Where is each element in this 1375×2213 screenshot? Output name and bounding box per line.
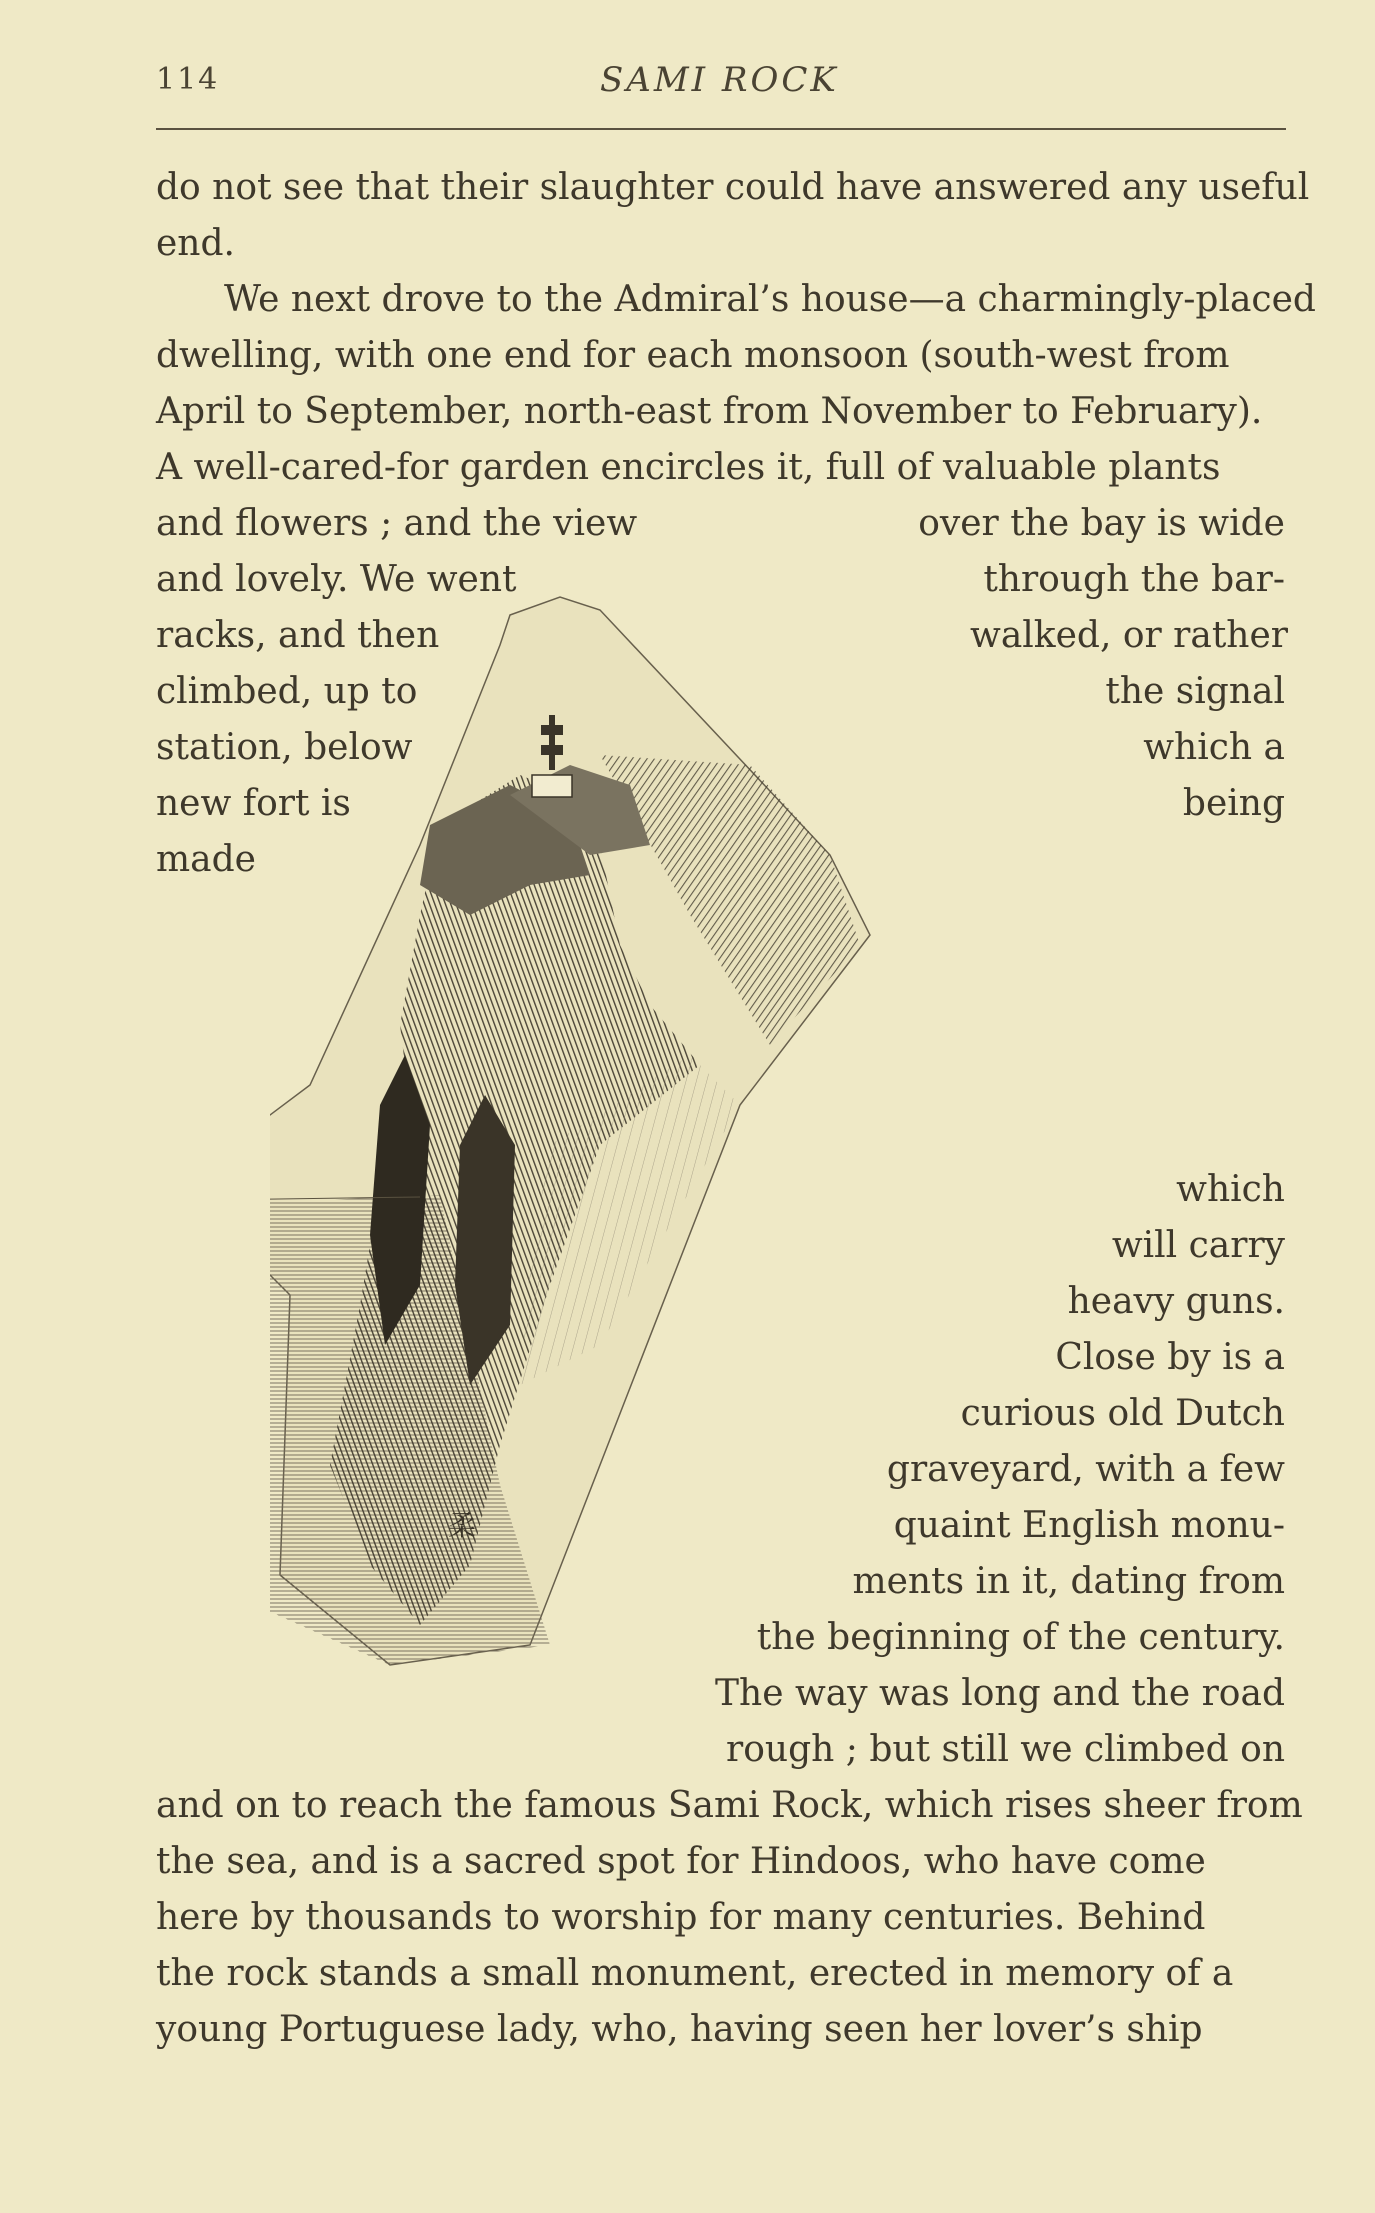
text-line-right: ments in it, dating from xyxy=(852,1561,1285,1602)
text-line: A well-cared-for garden encircles it, full of valuable plants xyxy=(156,447,1221,488)
text-line-right: The way was long and the road xyxy=(715,1673,1285,1714)
text-line-right: being xyxy=(1182,783,1285,824)
text-line-left: made xyxy=(156,839,256,880)
text-line-left: station, below xyxy=(156,727,413,768)
text-line-left: and flowers ; and the view xyxy=(156,503,638,544)
text-line: the sea, and is a sacred spot for Hindoos, who have come xyxy=(156,1841,1206,1882)
header-rule xyxy=(156,128,1286,130)
text-line: April to September, north-east from November to February). xyxy=(156,391,1263,432)
text-line: We next drove to the Admiral’s house—a charmingly-placed xyxy=(224,279,1316,320)
text-line-right: heavy guns. xyxy=(1067,1281,1285,1322)
text-line-right: walked, or rather xyxy=(970,615,1289,656)
text-line-right: through the bar- xyxy=(983,559,1285,600)
text-line-right: curious old Dutch xyxy=(960,1393,1285,1434)
text-line-left: and lovely. We went xyxy=(156,559,517,600)
text-line: end. xyxy=(156,223,235,264)
text-line-right: Close by is a xyxy=(1055,1337,1285,1378)
text-line-right: graveyard, with a few xyxy=(886,1449,1285,1490)
text-line-right: rough ; but still we climbed on xyxy=(726,1729,1285,1770)
running-head: SAMI ROCK xyxy=(600,60,839,100)
artist-signature: 柔 xyxy=(448,1509,477,1542)
text-line: the rock stands a small monument, erected in memory of a xyxy=(156,1953,1234,1994)
page-number: 114 xyxy=(156,62,220,97)
text-line-left: racks, and then xyxy=(156,615,440,656)
text-line: do not see that their slaughter could have answered any useful xyxy=(156,167,1310,208)
text-line: young Portuguese lady, who, having seen her lover’s ship xyxy=(156,2009,1203,2050)
text-line-left: climbed, up to xyxy=(156,671,418,712)
text-line-right: the beginning of the century. xyxy=(756,1617,1285,1658)
text-line-right: which xyxy=(1176,1169,1285,1210)
text-line: here by thousands to worship for many centuries. Behind xyxy=(156,1897,1206,1938)
text-line: and on to reach the famous Sami Rock, which rises sheer from xyxy=(156,1785,1303,1826)
text-line-right: quaint English monu- xyxy=(893,1505,1285,1546)
text-line-right: the signal xyxy=(1105,671,1285,712)
text-line-right: will carry xyxy=(1111,1225,1285,1266)
text-line: dwelling, with one end for each monsoon (south-west from xyxy=(156,335,1230,376)
text-line-right: which a xyxy=(1143,727,1285,768)
text-line-right: over the bay is wide xyxy=(918,503,1285,544)
text-line-left: new fort is xyxy=(156,783,351,824)
